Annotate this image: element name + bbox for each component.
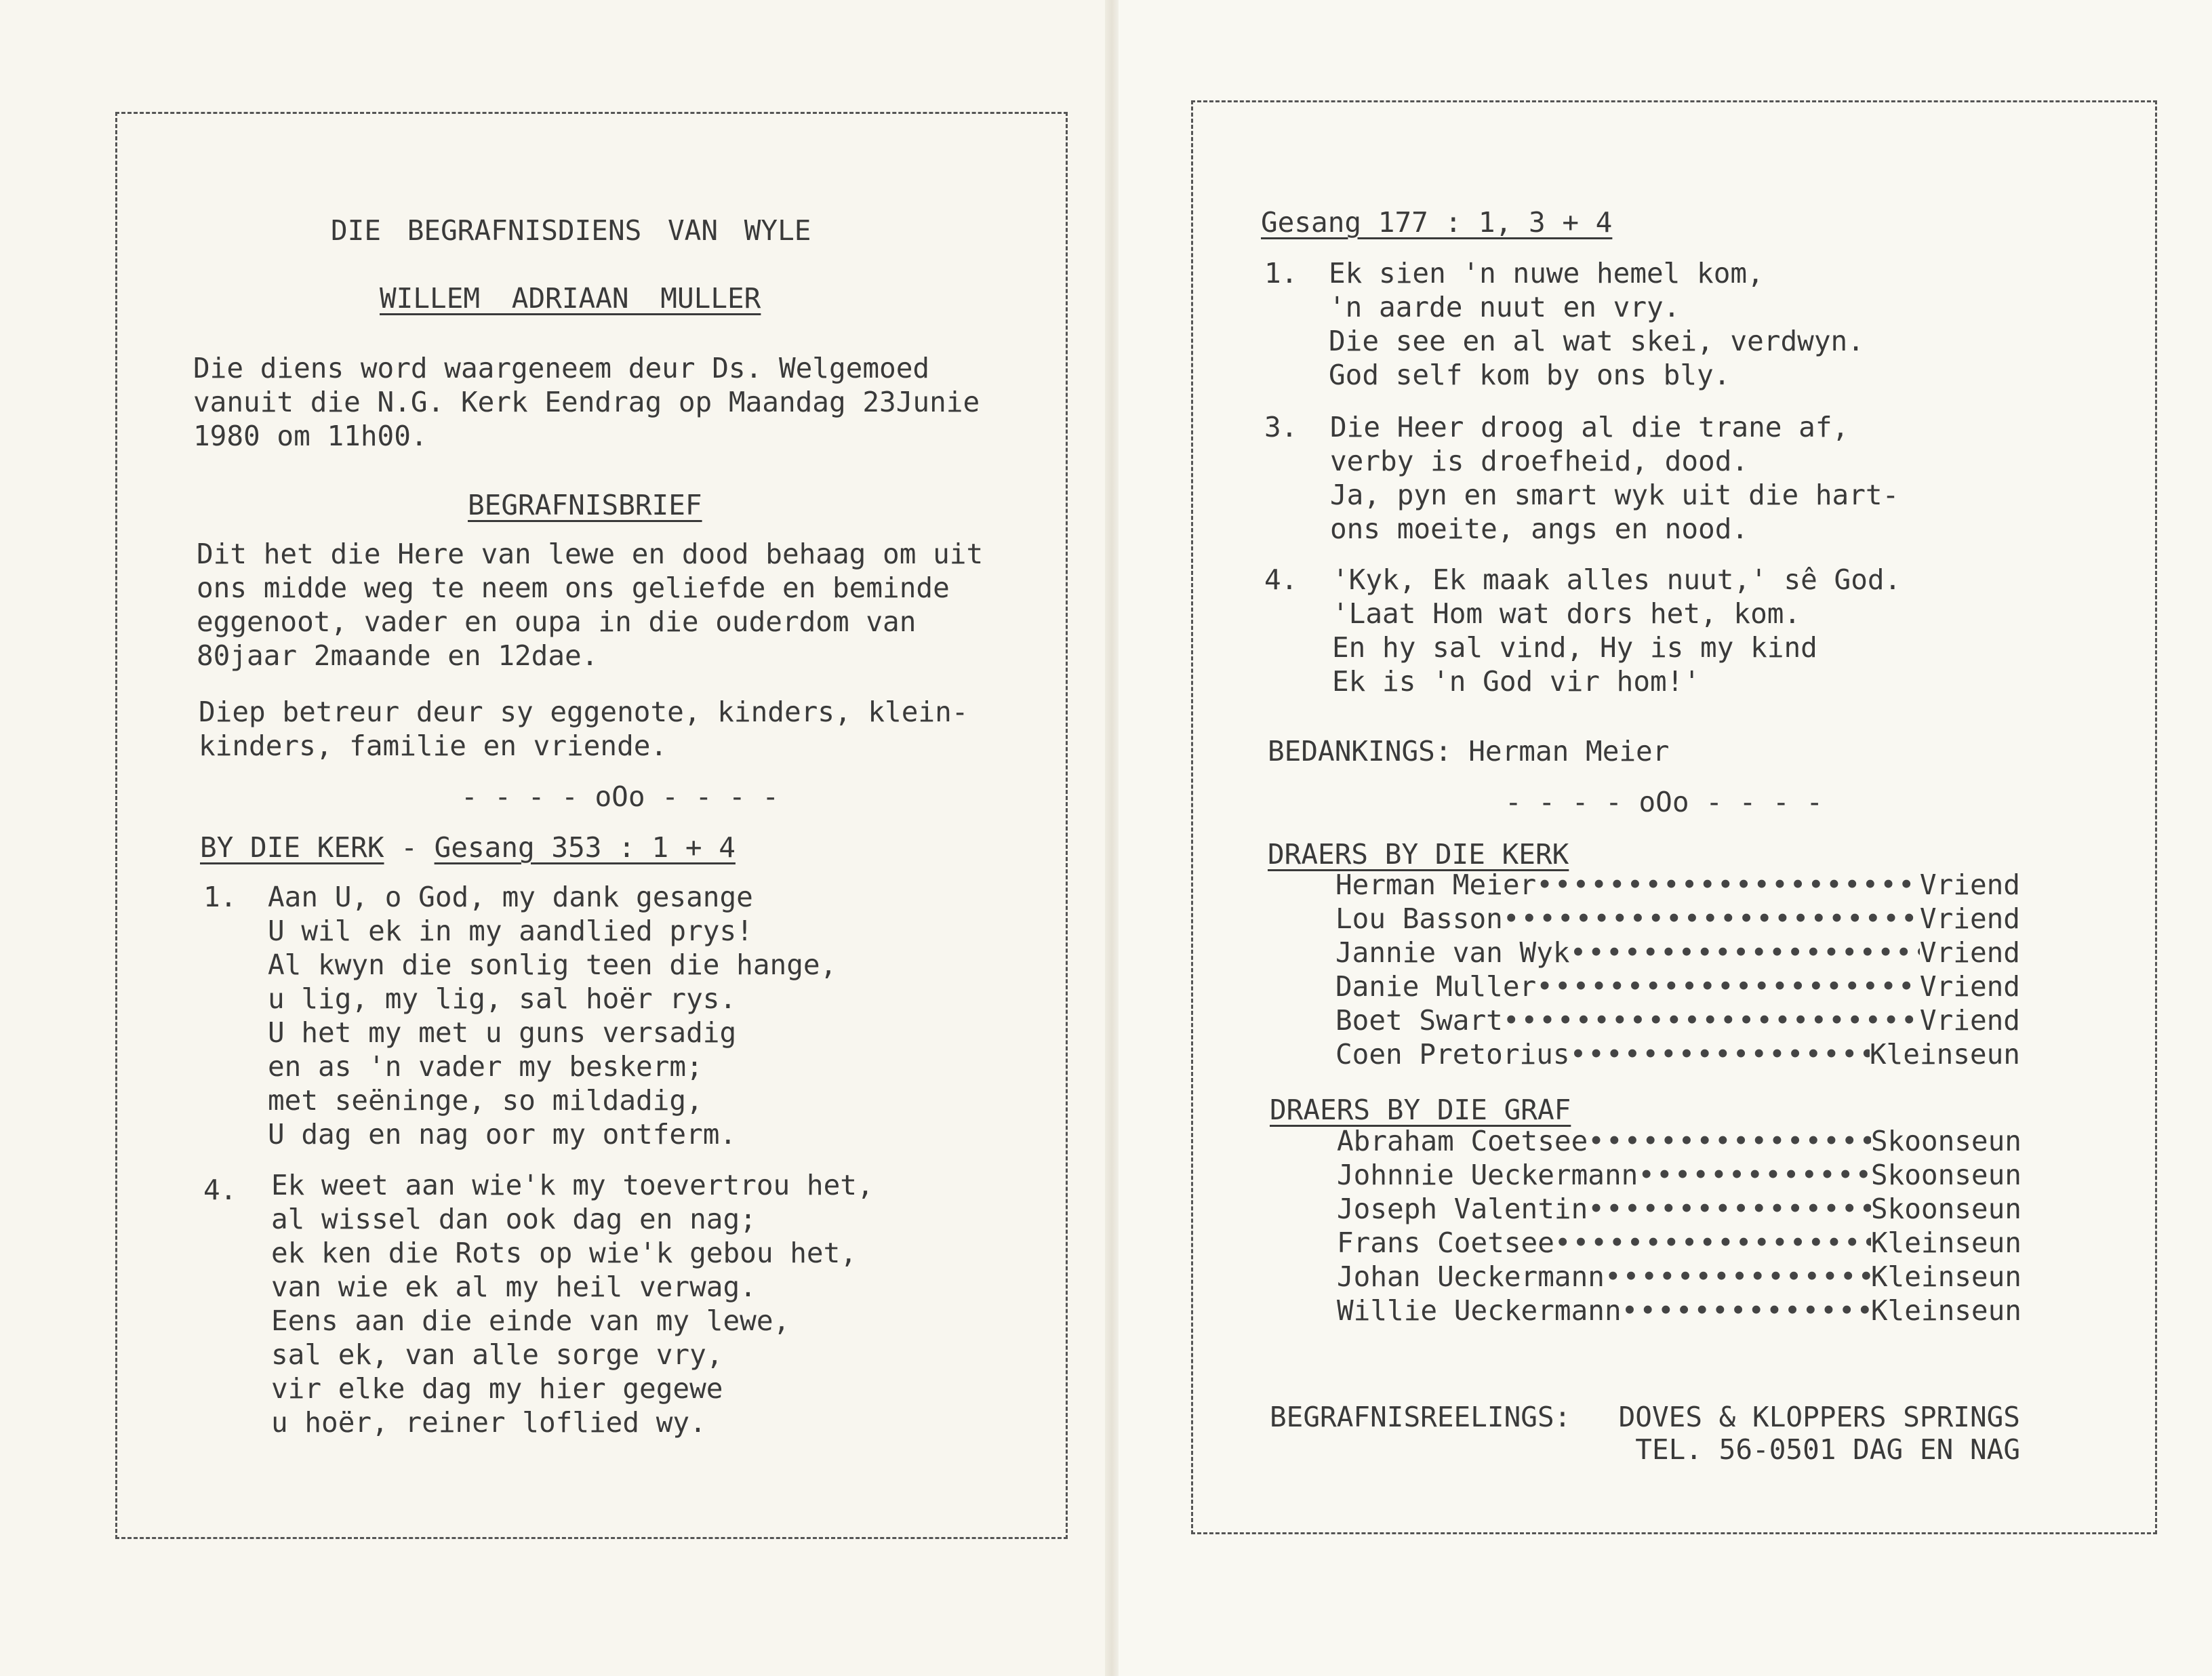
church-bearer-row bbox=[1335, 902, 2020, 936]
grave-bearer-row bbox=[1337, 1294, 2022, 1328]
leader-dots bbox=[1588, 1124, 1871, 1158]
separator-right: - - - - oOo - - - - bbox=[1505, 786, 1823, 818]
leader-dots bbox=[1536, 970, 1920, 1003]
undertaker-name: DOVES & KLOPPERS SPRINGS bbox=[1618, 1401, 2020, 1433]
bearer-name: Joseph Valentin bbox=[1337, 1193, 1588, 1225]
church-bearer-row bbox=[1335, 970, 2020, 1003]
leader-dots bbox=[1536, 868, 1920, 902]
verse-line: God self kom by ons bly. bbox=[1329, 359, 1731, 391]
verse-line: ons moeite, angs en nood. bbox=[1330, 513, 1749, 545]
verse-line: u hoër, reiner loflied wy. bbox=[271, 1406, 706, 1439]
verse-line: van wie ek al my heil verwag. bbox=[271, 1271, 757, 1303]
leader-dots bbox=[1570, 1037, 1870, 1071]
church-bearer-row bbox=[1335, 1003, 2020, 1037]
verse-line: U het my met u guns versadig bbox=[268, 1016, 737, 1049]
mourners-line: kinders, familie en vriende. bbox=[199, 730, 668, 762]
hymn-353-verse-1 bbox=[268, 880, 837, 1151]
hymn-dash: - bbox=[384, 831, 435, 864]
leader-dots bbox=[1605, 1260, 1871, 1294]
bearer-relation: Skoonseun bbox=[1870, 1159, 2022, 1191]
hymn-heading-right: Gesang 177 : 1, 3 + 4 bbox=[1261, 206, 1613, 239]
bearer-relation: Skoonseun bbox=[1870, 1125, 2022, 1157]
hymn-177-verse-1 bbox=[1329, 256, 1864, 392]
grave-bearers-title: DRAERS BY DIE GRAF bbox=[1270, 1094, 1571, 1126]
leader-dots bbox=[1503, 902, 1920, 936]
verse-line: en as 'n vader my beskerm; bbox=[268, 1050, 703, 1083]
bearer-name: Abraham Coetsee bbox=[1337, 1125, 1588, 1157]
verse-line: Ek sien 'n nuwe hemel kom, bbox=[1329, 257, 1764, 290]
verse-line: met seëninge, so mildadig, bbox=[268, 1084, 703, 1117]
bearer-name: Johnnie Ueckermann bbox=[1337, 1159, 1638, 1191]
verse-line: Ja, pyn en smart wyk uit die hart- bbox=[1330, 479, 1899, 511]
bearer-relation: Kleinseun bbox=[1870, 1260, 2022, 1293]
bearer-relation: Vriend bbox=[1919, 869, 2020, 901]
verse-line: Die Heer droog al die trane af, bbox=[1330, 411, 1849, 443]
leader-dots bbox=[1638, 1158, 1871, 1192]
bearer-relation: Kleinseun bbox=[1870, 1226, 2022, 1259]
bearer-name: Coen Pretorius bbox=[1335, 1038, 1570, 1071]
bearer-name: Frans Coetsee bbox=[1337, 1226, 1554, 1259]
verse-number: 1. bbox=[1264, 257, 1298, 290]
letter-line: Dit het die Here van lewe en dood behaag om uit bbox=[197, 538, 984, 570]
verse-line: al wissel dan ook dag en nag; bbox=[271, 1203, 757, 1235]
verse-number: 4. bbox=[1264, 563, 1298, 596]
verse-line: Ek is 'n God vir hom!' bbox=[1332, 665, 1701, 698]
funeral-letter bbox=[197, 537, 983, 673]
undertaker-label: BEGRAFNISREELINGS: bbox=[1270, 1401, 1571, 1433]
leader-dots bbox=[1622, 1294, 1871, 1328]
verse-line: u lig, my lig, sal hoër rys. bbox=[268, 982, 737, 1015]
verse-line: U wil ek in my aandlied prys! bbox=[268, 915, 753, 947]
bearer-relation: Vriend bbox=[1919, 902, 2020, 935]
undertaker-telephone: TEL. 56-0501 DAG EN NAG bbox=[1635, 1433, 2020, 1466]
verse-line: 'n aarde nuut en vry. bbox=[1329, 291, 1681, 323]
service-heading: DIE BEGRAFNISDIENS VAN WYLE bbox=[331, 214, 811, 247]
separator-left: - - - - oOo - - - - bbox=[461, 780, 779, 813]
letter-line: ons midde weg te neem ons geliefde en beminde bbox=[197, 572, 950, 604]
verse-line: Aan U, o God, my dank gesange bbox=[268, 881, 753, 913]
service-line: Die diens word waargeneem deur Ds. Welgemoed bbox=[193, 352, 930, 384]
grave-bearer-row bbox=[1337, 1226, 2022, 1260]
verse-line: ek ken die Rots op wie'k gebou het, bbox=[271, 1237, 857, 1269]
verse-number: 3. bbox=[1264, 411, 1298, 443]
verse-line: En hy sal vind, Hy is my kind bbox=[1332, 631, 1817, 664]
leader-dots bbox=[1570, 936, 1920, 970]
verse-line: Eens aan die einde van my lewe, bbox=[271, 1304, 790, 1337]
bearer-relation: Vriend bbox=[1919, 970, 2020, 1003]
hymn-number: Gesang 353 : 1 + 4 bbox=[434, 831, 736, 864]
hymn-heading-left bbox=[200, 831, 736, 864]
bearer-relation: Skoonseun bbox=[1870, 1193, 2022, 1225]
bearer-name: Danie Muller bbox=[1335, 970, 1537, 1003]
church-bearer-row bbox=[1335, 868, 2020, 902]
letter-title: BEGRAFNISBRIEF bbox=[468, 489, 702, 521]
bearer-relation: Kleinseun bbox=[1869, 1038, 2020, 1071]
verse-line: U dag en nag oor my ontferm. bbox=[268, 1118, 737, 1151]
verse-line: Al kwyn die sonlig teen die hange, bbox=[268, 949, 837, 981]
verse-number: 1. bbox=[203, 881, 237, 913]
verse-number: 4. bbox=[203, 1174, 237, 1206]
grave-bearer-row bbox=[1337, 1260, 2022, 1294]
mourners-line: Diep betreur deur sy eggenote, kinders, klein- bbox=[199, 696, 969, 728]
leader-dots bbox=[1554, 1226, 1871, 1260]
deceased-name: WILLEM ADRIAAN MULLER bbox=[380, 282, 761, 315]
verse-line: 'Kyk, Ek maak alles nuut,' sê God. bbox=[1332, 563, 1902, 596]
thanks-line bbox=[1268, 734, 1669, 768]
verse-line: Die see en al wat skei, verdwyn. bbox=[1329, 325, 1864, 357]
leader-dots bbox=[1503, 1003, 1920, 1037]
hymn-177-verse-3 bbox=[1330, 410, 1899, 546]
page-fold bbox=[1105, 0, 1119, 1676]
mourners-text bbox=[199, 695, 968, 763]
verse-line: vir elke dag my hier gegewe bbox=[271, 1372, 723, 1405]
service-line: 1980 om 11h00. bbox=[193, 420, 428, 452]
bearer-name: Johan Ueckermann bbox=[1337, 1260, 1605, 1293]
bearer-relation: Kleinseun bbox=[1870, 1294, 2022, 1327]
verse-line: sal ek, van alle sorge vry, bbox=[271, 1338, 723, 1371]
bearer-name: Lou Basson bbox=[1335, 902, 1503, 935]
thanks-label: BEDANKINGS: bbox=[1268, 735, 1452, 767]
bearer-name: Herman Meier bbox=[1335, 869, 1537, 901]
service-details bbox=[193, 351, 980, 453]
service-line: vanuit die N.G. Kerk Eendrag op Maandag 23Junie bbox=[193, 386, 980, 418]
bearer-name: Willie Ueckermann bbox=[1337, 1294, 1622, 1327]
grave-bearer-row bbox=[1337, 1124, 2022, 1158]
church-bearers-title: DRAERS BY DIE KERK bbox=[1268, 838, 1569, 871]
letter-line: 80jaar 2maande en 12dae. bbox=[197, 639, 599, 672]
grave-bearer-row bbox=[1337, 1192, 2022, 1226]
bearer-name: Boet Swart bbox=[1335, 1004, 1503, 1037]
bearer-relation: Vriend bbox=[1919, 1004, 2020, 1037]
letter-line: eggenoot, vader en oupa in die ouderdom van bbox=[197, 605, 917, 638]
leader-dots bbox=[1588, 1192, 1871, 1226]
verse-line: 'Laat Hom wat dors het, kom. bbox=[1332, 597, 1801, 630]
church-bearer-row bbox=[1335, 1037, 2020, 1071]
hymn-177-verse-4 bbox=[1332, 563, 1901, 698]
verse-line: Ek weet aan wie'k my toevertrou het, bbox=[271, 1169, 874, 1201]
bearer-relation: Vriend bbox=[1919, 936, 2020, 969]
grave-bearer-row bbox=[1337, 1158, 2022, 1192]
bearer-name: Jannie van Wyk bbox=[1335, 936, 1570, 969]
church-bearer-row bbox=[1335, 936, 2020, 970]
thanks-name: Herman Meier bbox=[1468, 735, 1670, 767]
hymn-location: BY DIE KERK bbox=[200, 831, 384, 864]
hymn-353-verse-4 bbox=[271, 1168, 874, 1439]
verse-line: verby is droefheid, dood. bbox=[1330, 445, 1749, 477]
